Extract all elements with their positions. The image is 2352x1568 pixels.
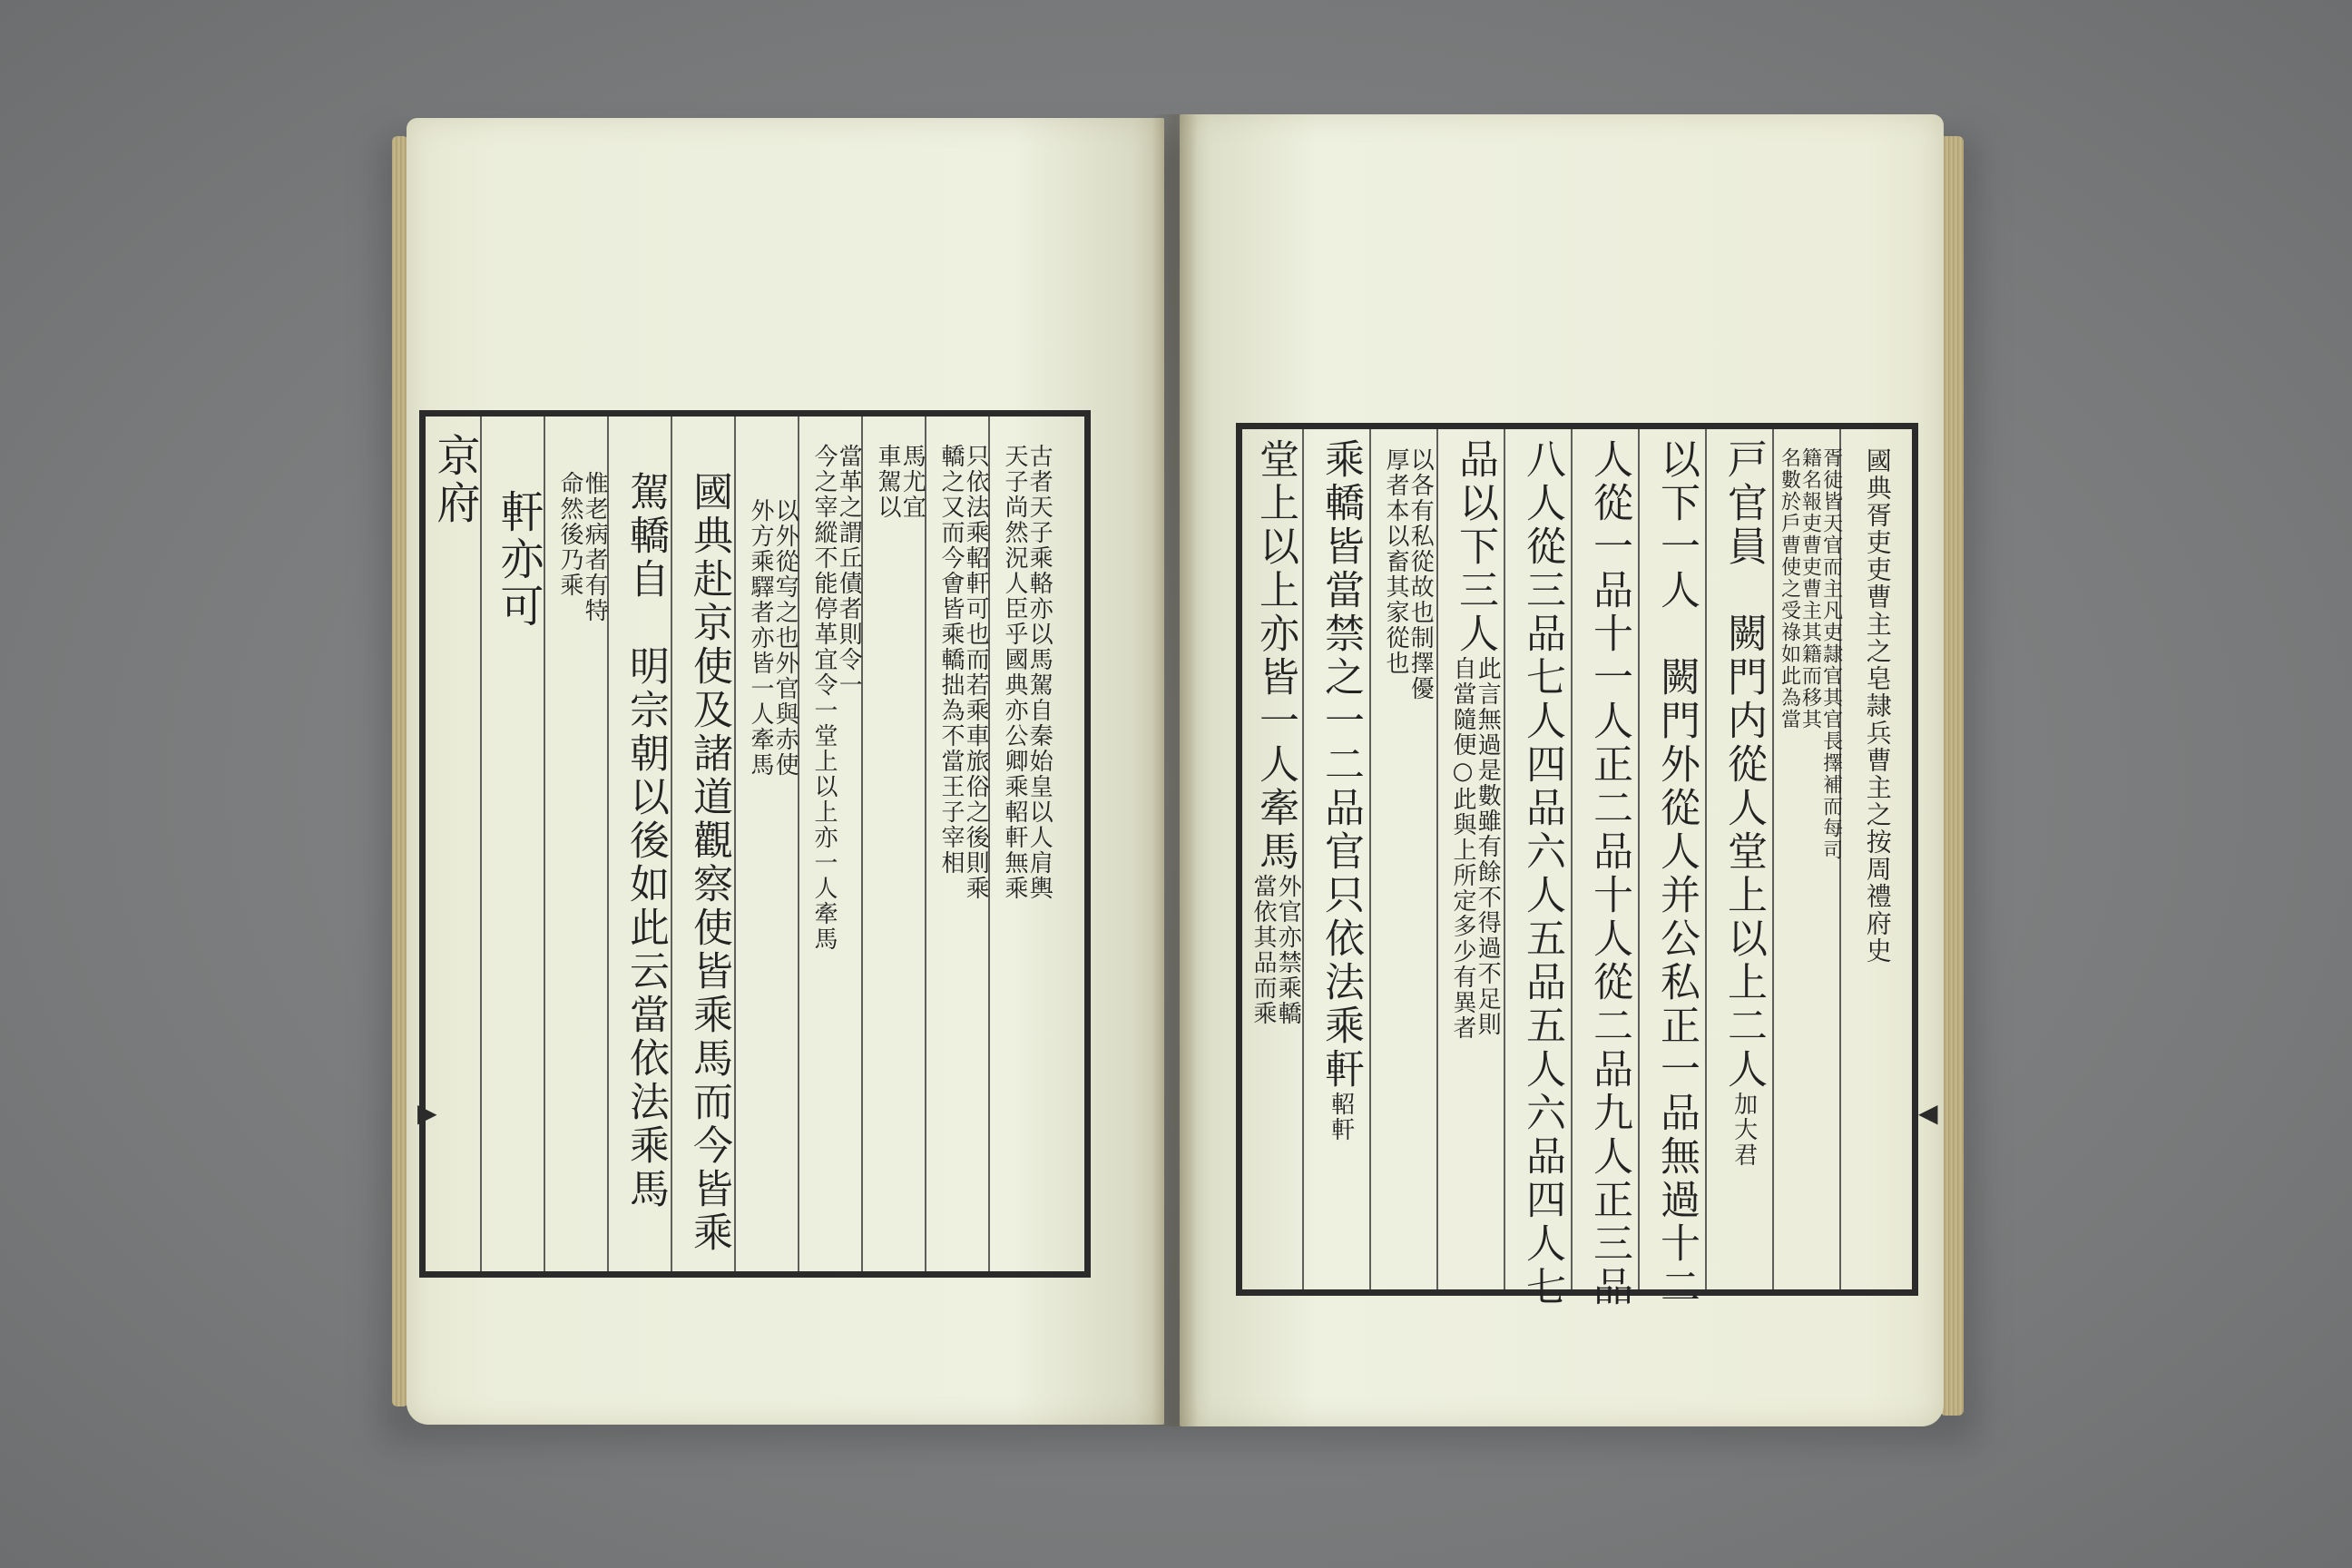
column-rule: [1638, 429, 1640, 1289]
column-rule: [1369, 429, 1371, 1289]
book-gutter: [1152, 114, 1198, 1426]
text-column: [872, 444, 926, 520]
text-column: [745, 498, 799, 778]
text-column: [1582, 438, 1636, 1309]
column-main-text: 京府: [429, 433, 480, 527]
text-column: [427, 433, 482, 527]
fold-triangle-icon: ▶: [417, 1098, 437, 1128]
column-rule: [1504, 429, 1505, 1289]
column-rule: [1436, 429, 1438, 1289]
text-column: [1850, 447, 1905, 965]
column-rule: [1705, 429, 1707, 1289]
text-column: [999, 444, 1054, 901]
column-annotation: 外官亦禁乘轎 當依其品而乘: [1250, 874, 1302, 1026]
text-column: [681, 471, 736, 1255]
column-main-text: 軒亦可: [493, 489, 544, 631]
column-annotation: 以外從㝍之也外官與赤使 外方乘驛者亦皆一人牽馬: [747, 498, 799, 778]
text-column: [1447, 438, 1502, 1041]
column-rule: [925, 416, 926, 1271]
column-annotation: 以各有私從故也制擇優 厚者本以畜其家從也: [1382, 447, 1435, 701]
text-column: [1313, 438, 1367, 1142]
text-column: [1778, 447, 1843, 861]
column-annotation: 惟老病者有特 命然後乃乘: [556, 471, 609, 623]
column-main-text: 乘轎皆當禁之一二品官只依法乘軒: [1318, 438, 1364, 1092]
text-column: [554, 471, 609, 623]
column-rule: [1772, 429, 1774, 1289]
column-annotation: 只依法乘軺軒可也而若乘車旅俗之後則乘 轎之又而今㑹皆乘轎拙為不當王子宰相: [937, 444, 990, 901]
column-annotation: 軺軒: [1327, 1092, 1355, 1142]
text-column: [1380, 447, 1435, 701]
column-main-text: 戸官員 闕門内從人堂上以上二人: [1720, 438, 1767, 1092]
text-column: [1514, 438, 1569, 1309]
column-annotation: 此言無過是數雖有餘不得過不足則 自當隨便○此與上所定多少有異者: [1449, 656, 1502, 1041]
column-main-text: 品以下三人: [1452, 438, 1498, 656]
column-main-text: 八人從三品七人四品六人五品五人六品四人七: [1519, 438, 1565, 1309]
text-column: [618, 471, 672, 1211]
fold-triangle-icon: ◀: [1918, 1098, 1938, 1128]
column-annotation: 國典胥吏吏曹主之皂隷兵曹主之按周禮府史: [1862, 447, 1893, 965]
text-column: [1649, 438, 1703, 1309]
column-main-text: 以下一人 闕門外從人并公私正一品無過十二: [1653, 438, 1700, 1309]
column-annotation: 古者天子乘輅亦以馬駕自秦始皇以人肩輿 天子尚然況人臣乎國典亦公卿乘軺軒無乘: [1001, 444, 1054, 901]
column-annotation: 胥徒皆天官而主凡吏隷官其官長擇補而每司 籍名報吏曹吏曹主其籍而移其 名數於戶曹使之受祿如此為當: [1778, 447, 1843, 861]
text-column: [1248, 438, 1302, 1026]
column-annotation: 當革之謂丘債者則令一 今之宰縱不能停革宜令一堂上以上亦一人牽馬: [810, 444, 863, 952]
column-main-text: 人從一品十一人正二品十人從二品九人正三品: [1586, 438, 1632, 1309]
column-rule: [480, 416, 482, 1271]
column-main-text: 駕轎自 明宗朝以後如此云當依法乘馬: [622, 471, 669, 1211]
column-rule: [1571, 429, 1573, 1289]
column-annotation: 加大君: [1730, 1092, 1758, 1168]
column-main-text: 國典赴京使及諸道觀察使皆乘馬而今皆乘: [686, 471, 732, 1255]
right-text-frame: [1236, 423, 1918, 1309]
text-column: [808, 444, 863, 952]
column-annotation: 馬尤宜 車駕以: [874, 444, 926, 520]
text-column: [1716, 438, 1770, 1168]
text-column: [491, 489, 545, 631]
column-rule: [1302, 429, 1304, 1289]
column-main-text: 堂上以上亦皆一人牽馬: [1252, 438, 1298, 874]
left-text-frame: [419, 410, 1091, 1278]
text-column: [936, 444, 990, 901]
